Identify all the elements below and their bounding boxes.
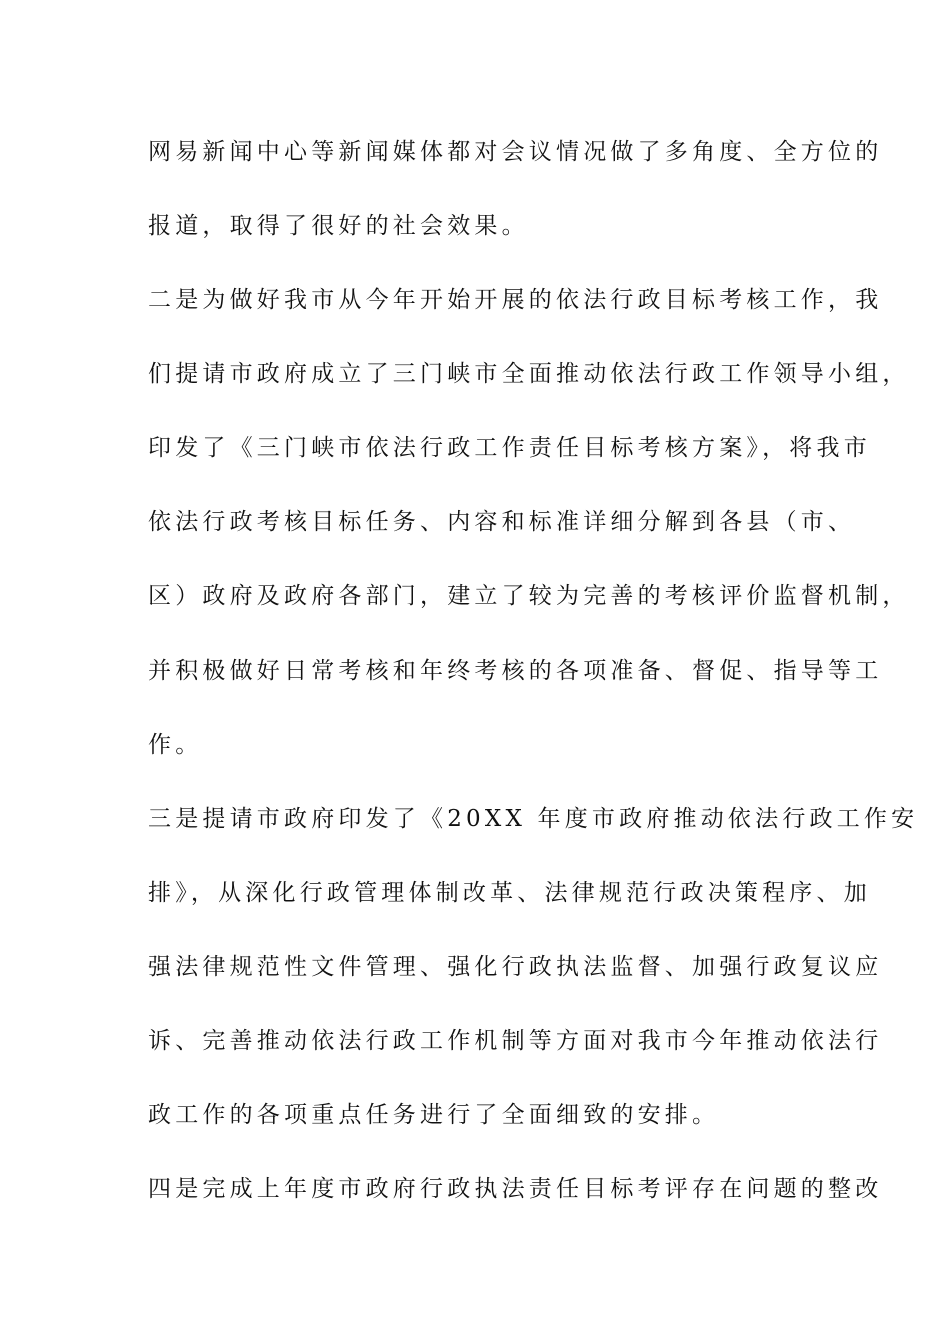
text-line: 们提请市政府成立了三门峡市全面推动依法行政工作领导小组，	[148, 361, 910, 387]
text-line: 二是为做好我市从今年开始开展的依法行政目标考核工作，我	[148, 287, 883, 313]
text-line: 依法行政考核目标任务、内容和标准详细分解到各县（市、	[148, 509, 856, 535]
text-line: 诉、完善推动依法行政工作机制等方面对我市今年推动依法行	[148, 1028, 883, 1054]
text-line: 印发了《三门峡市依法行政工作责任目标考核方案》，将我市	[148, 435, 871, 461]
text-line: 三是提请市政府印发了《20XX 年度市政府推动依法行政工作安	[148, 806, 919, 832]
text-line: 政工作的各项重点任务进行了全面细致的安排。	[148, 1102, 720, 1128]
text-line: 区）政府及政府各部门，建立了较为完善的考核评价监督机制，	[148, 583, 910, 609]
text-line: 并积极做好日常考核和年终考核的各项准备、督促、指导等工	[148, 658, 883, 684]
text-line: 强法律规范性文件管理、强化行政执法监督、加强行政复议应	[148, 954, 883, 980]
text-line: 排》，从深化行政管理体制改革、法律规范行政决策程序、加	[148, 880, 871, 906]
text-line: 报道，取得了很好的社会效果。	[148, 213, 529, 239]
text-line: 作。	[148, 732, 203, 758]
text-line: 四是完成上年度市政府行政执法责任目标考评存在问题的整改	[148, 1176, 883, 1202]
text-line: 网易新闻中心等新闻媒体都对会议情况做了多角度、全方位的	[148, 139, 883, 165]
